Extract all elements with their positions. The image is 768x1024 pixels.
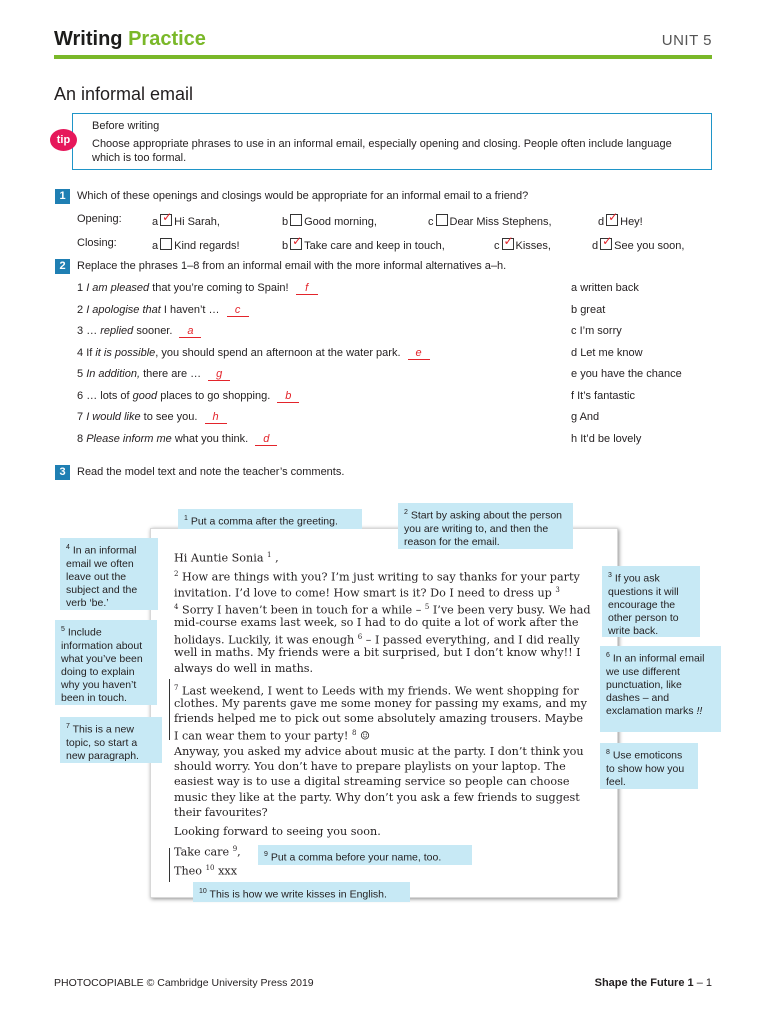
phrase-item-6: 6 … lots of good places to go shopping. b — [77, 390, 299, 403]
email-line: always do well in maths. — [174, 662, 314, 675]
teacher-note-3: $^3$ If you ask questions it will encourage the other person to write back. — [602, 566, 700, 637]
email-line: holidays. Luckily, it was enough $^6$ – I passed everything, and I did really — [174, 633, 580, 647]
email-line: music they like at the party. Why don’t you ask a few friends to suggest — [174, 791, 580, 804]
tick-icon: ✓ — [292, 234, 303, 248]
phrase-item-4: 4 If it is possible, you should spend an afternoon at the water park. e — [77, 347, 430, 360]
alternative-h: h It’d be lovely — [571, 433, 642, 445]
email-line: Looking forward to seeing you soon. — [174, 825, 381, 838]
email-line: clothes. My parents gave me some money for passing my exams, and my — [174, 697, 587, 710]
email-line: should worry. You don’t have to prepare playlists on your laptop. The — [174, 760, 566, 773]
alternative-b: b great — [571, 304, 606, 316]
closing-option-d: d ✓ See you soon, — [592, 234, 685, 252]
alternative-d: d Let me know — [571, 347, 643, 359]
email-line: $^7$ Last weekend, I went to Leeds with my friends. We went shopping for — [174, 684, 579, 698]
opening-option-b: b Good morning, — [282, 216, 377, 228]
checkbox[interactable] — [436, 214, 448, 226]
answer-blank[interactable]: h — [205, 412, 227, 424]
page-title — [54, 28, 206, 51]
copyright-footer: PHOTOCOPIABLE © Cambridge University Press 2019 — [54, 977, 314, 989]
email-line: Take care $^9$, — [174, 845, 241, 859]
phrase-item-8: 8 Please inform me what you think. d — [77, 433, 277, 446]
answer-blank[interactable]: f — [296, 283, 318, 295]
exercise-1-question: Which of these openings and closings would be appropriate for an informal email to a friend? — [77, 190, 529, 202]
tip-text: Choose appropriate phrases to use in an informal email, especially opening and closing. People often include language which is too formal. — [92, 138, 672, 164]
tick-icon: ✓ — [608, 210, 619, 224]
section-heading: An informal email — [54, 84, 194, 104]
header-rule — [54, 55, 712, 59]
closing-option-a: a Kind regards! — [152, 240, 240, 252]
email-line: $^2$ How are things with you? I’m just writing to say thanks for your party — [174, 570, 580, 584]
checkbox[interactable] — [160, 210, 173, 226]
teacher-note-6: $^6$ In an informal email we use different punctuation, like dashes – and exclamation marks !! — [600, 646, 721, 732]
closing-label: Closing: — [77, 237, 117, 249]
email-line: friends helped me to pick out some absolutely amazing trousers. Maybe — [174, 712, 584, 725]
tick-icon: ✓ — [162, 210, 173, 224]
teacher-note-1: $^1$ Put a comma after the greeting. — [178, 509, 362, 529]
exercise-1-number: 1 — [55, 189, 70, 204]
teacher-note-10: $^{10}$ This is how we write kisses in English. — [193, 882, 410, 902]
closing-option-b: b ✓ Take care and keep in touch, — [282, 234, 445, 252]
tip-badge: tip — [50, 129, 77, 151]
answer-blank[interactable]: e — [408, 348, 430, 360]
email-line: Anyway, you asked my advice about music at the party. I don’t think you — [174, 745, 584, 758]
teacher-note-8: $^8$ Use emoticons to show how you feel. — [600, 743, 698, 789]
title-practice: Practice — [128, 28, 206, 50]
answer-blank[interactable]: b — [277, 391, 299, 403]
alternative-c: c I’m sorry — [571, 325, 622, 337]
opening-option-d: d ✓ Hey! — [598, 210, 643, 228]
checkbox[interactable] — [502, 234, 514, 250]
email-line: I can wear them to your party! $^8$ ☺ — [174, 729, 370, 743]
email-line: easiest way is to use a digital streaming service so people can choose — [174, 775, 570, 788]
alternative-g: g And — [571, 411, 600, 423]
unit-label: UNIT 5 — [661, 32, 712, 49]
email-line: Hi Auntie Sonia $^1$ , — [174, 551, 279, 565]
opening-label: Opening: — [77, 213, 122, 225]
teacher-note-4: $^4$ In an informal email we often leave out the subject and the verb ‘be.’ — [60, 538, 158, 610]
email-line: their favourites? — [174, 806, 268, 819]
page-footer: Shape the Future 1 – 1 — [594, 977, 712, 989]
checkbox[interactable] — [160, 238, 172, 250]
phrase-item-7: 7 I would like to see you. h — [77, 411, 227, 424]
tick-icon: ✓ — [503, 234, 514, 248]
tick-icon: ✓ — [602, 234, 613, 248]
alternative-e: e you have the chance — [571, 368, 682, 380]
teacher-note-9: $^9$ Put a comma before your name, too. — [258, 845, 472, 865]
closing-option-c: c ✓ Kisses, — [494, 234, 551, 252]
tip-title: Before writing — [92, 120, 160, 132]
closing-bracket — [169, 848, 170, 882]
checkbox[interactable] — [290, 234, 303, 250]
phrase-item-1: 1 I am pleased that you’re coming to Spain! f — [77, 282, 318, 295]
title-writing: Writing — [54, 28, 123, 50]
phrase-item-5: 5 In addition, there are … g — [77, 368, 230, 381]
teacher-note-5: $^5$ Include information about what you’ve been doing to explain why you haven’t been in touch. — [55, 620, 157, 705]
answer-blank[interactable]: g — [208, 369, 230, 381]
answer-blank[interactable]: c — [227, 305, 249, 317]
alternative-a: a written back — [571, 282, 639, 294]
phrase-item-3: 3 … replied sooner. a — [77, 325, 201, 338]
checkbox[interactable] — [606, 210, 619, 226]
email-line: well in maths. My friends were a bit surprised, but I don’t know why!! I — [174, 646, 581, 659]
email-line: Theo $^{10}$ xxx — [174, 864, 238, 878]
teacher-note-7: $^7$ This is a new topic, so start a new paragraph. — [60, 717, 162, 763]
alternative-f: f It’s fantastic — [571, 390, 636, 402]
teacher-note-2: $^2$ Start by asking about the person you are writing to, and then the reason for the email. — [398, 503, 573, 549]
exercise-2-question: Replace the phrases 1–8 from an informal email with the more informal alternatives a–h. — [77, 260, 507, 272]
smile-icon: ☺ — [359, 729, 370, 743]
answer-blank[interactable]: d — [255, 434, 277, 446]
checkbox[interactable] — [600, 234, 613, 250]
answer-blank[interactable]: a — [179, 326, 201, 338]
phrase-item-2: 2 I apologise that I haven’t … c — [77, 304, 249, 317]
paragraph-bracket — [169, 679, 170, 740]
email-line: $^4$ Sorry I haven’t been in touch for a while – $^5$ I’ve been very busy. We had — [174, 603, 591, 617]
email-line: mid-course exams last week, so I had to do quite a lot of work after the — [174, 616, 579, 629]
exercise-2-number: 2 — [55, 259, 70, 274]
checkbox[interactable] — [290, 214, 302, 226]
exercise-3-question: Read the model text and note the teacher’s comments. — [77, 466, 345, 478]
opening-option-c: c Dear Miss Stephens, — [428, 216, 552, 228]
email-line: invitation. I’d love to come! How smart is it? Do I need to dress up $^3$ — [174, 586, 560, 600]
exercise-3-number: 3 — [55, 465, 70, 480]
opening-option-a: a ✓ Hi Sarah, — [152, 210, 220, 228]
